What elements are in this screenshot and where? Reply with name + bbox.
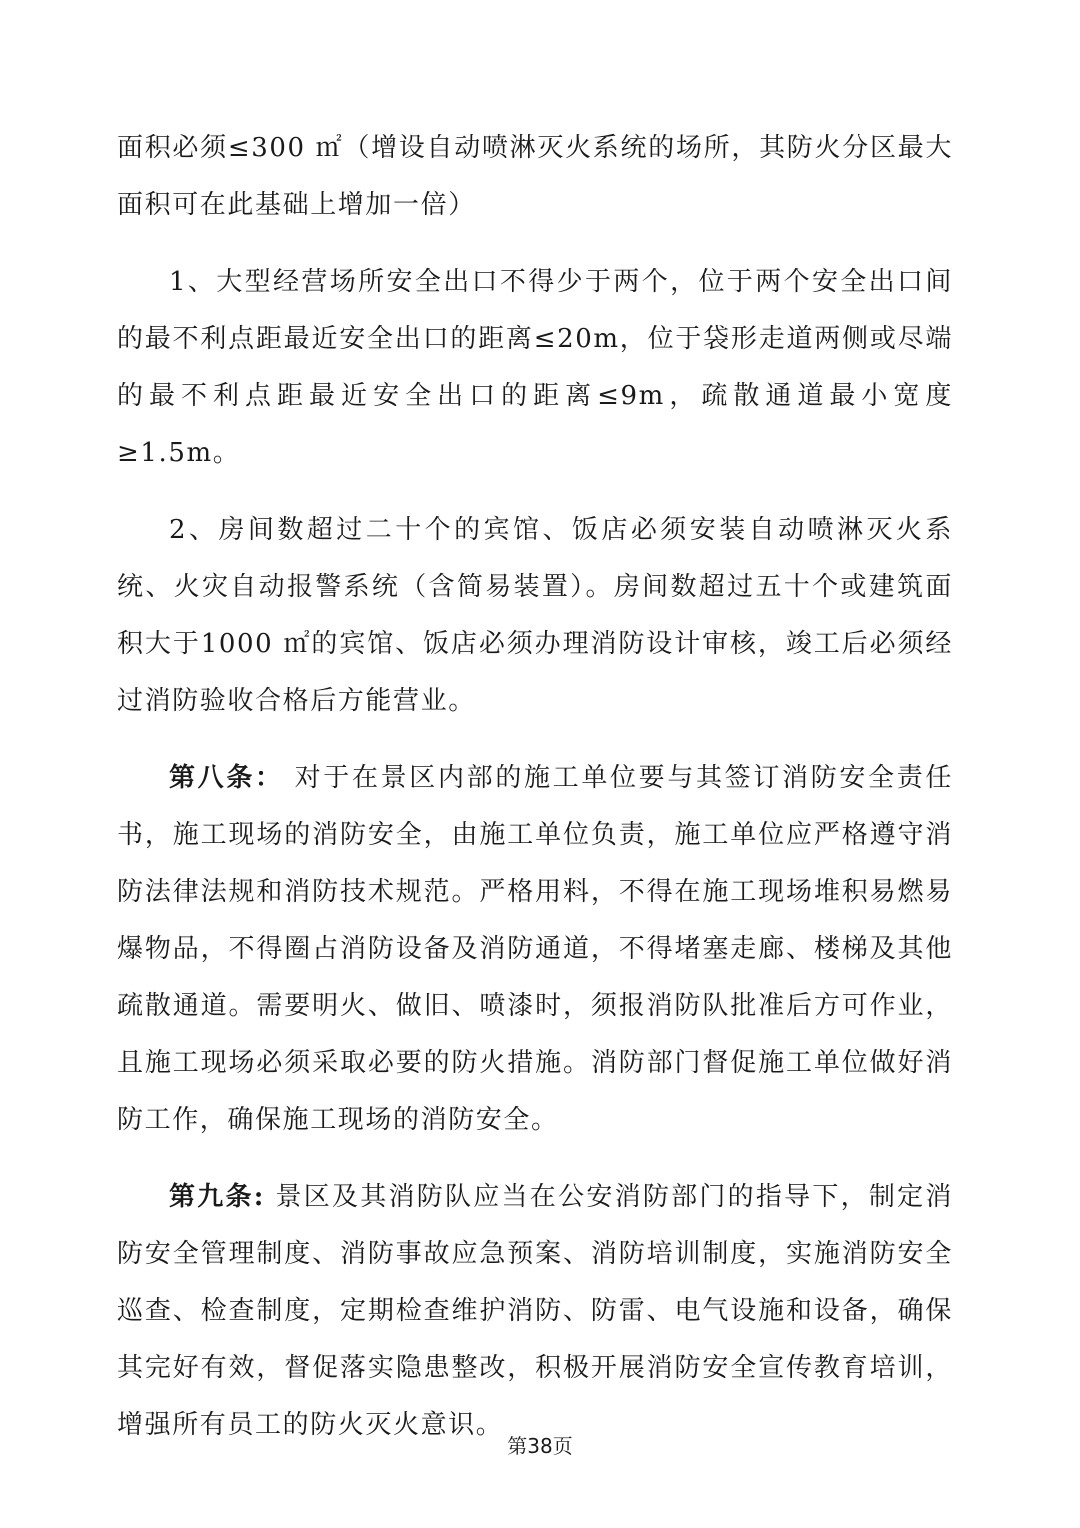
document-body — [117, 120, 953, 1454]
paragraph-text: 1、大型经营场所安全出口不得少于两个，位于两个安全出口间的最不利点距最近安全出口的距离≤20m，位于袋形走道两侧或尽端的最不利点距最近安全出口的距离≤9m，疏散通道最小宽度≥1.5m。 — [117, 267, 953, 468]
paragraph-text: 2、房间数超过二十个的宾馆、饭店必须安装自动喷淋灭火系统、火灾自动报警系统（含简易装置）。房间数超过五十个或建筑面积大于1000 ㎡的宾馆、饭店必须办理消防设计审核，竣工后必须经过消防验收合格后方能营业。 — [117, 515, 953, 716]
article-heading: 第八条： — [169, 763, 284, 793]
paragraph-text: 景区及其消防队应当在公安消防部门的指导下，制定消防安全管理制度、消防事故应急预案、消防培训制度，实施消防安全巡查、检查制度，定期检查维护消防、防雷、电气设施和设备，确保其完好有效，督促落实隐患整改，积极开展消防安全宣传教育培训，增强所有员工的防火灭火意识。 — [117, 1182, 953, 1440]
paragraph-article-9 — [117, 1169, 953, 1454]
paragraph-text: 面积必须≤300 ㎡（增设自动喷淋灭火系统的场所，其防火分区最大面积可在此基础上增加一倍） — [117, 133, 953, 220]
paragraph-exit-rules — [117, 254, 953, 482]
paragraph-article-8 — [117, 750, 953, 1149]
paragraph-text: 对于在景区内部的施工单位要与其签订消防安全责任书，施工现场的消防安全，由施工单位负责，施工单位应严格遵守消防法律法规和消防技术规范。严格用料，不得在施工现场堆积易燃易爆物品，不得圈占消防设备及消防通道，不得堵塞走廊、楼梯及其他疏散通道。需要明火、做旧、喷漆时，须报消防队批准后方可作业，且施工现场必须采取必要的防火措施。消防部门督促施工单位做好消防工作，确保施工现场的消防安全。 — [117, 763, 953, 1135]
paragraph-area-limit — [117, 120, 953, 234]
article-heading: 第九条: — [169, 1182, 265, 1212]
page-number: 第38页 — [507, 1434, 573, 1458]
paragraph-hotel-rules — [117, 502, 953, 730]
